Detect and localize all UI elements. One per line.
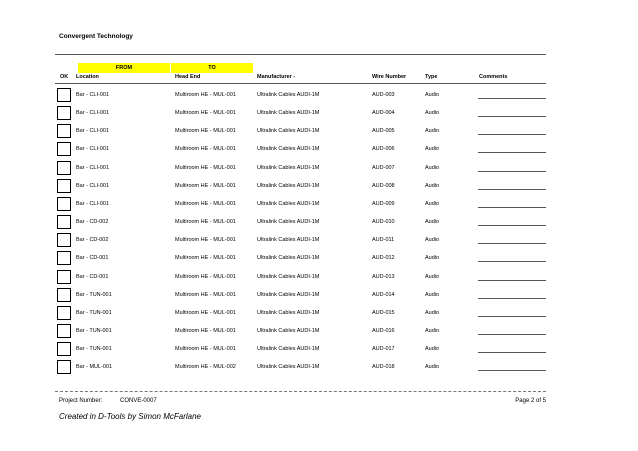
location-cell: Bar - CD-002 <box>76 219 109 226</box>
table-row <box>0 251 638 267</box>
column-header-divider <box>55 83 546 84</box>
comments-line[interactable] <box>478 134 546 135</box>
table-row <box>0 215 638 231</box>
head-end-cell: Multiroom HE - MUL-001 <box>175 92 236 98</box>
head-end-cell: Multiroom HE - MUL-001 <box>175 309 236 316</box>
ok-checkbox[interactable] <box>57 270 71 284</box>
head-end-cell: Multiroom HE - MUL-001 <box>175 219 236 226</box>
type-cell: Audio <box>425 346 440 353</box>
location-cell: Bar - TUN-001 <box>76 327 112 334</box>
col-header-comments: Comments <box>479 74 508 80</box>
project-number-label: Project Number: <box>59 398 103 404</box>
wire-number-cell: AUD-008 <box>372 182 395 189</box>
head-end-cell: Multiroom HE - MUL-001 <box>175 255 236 262</box>
type-cell: Audio <box>425 146 440 153</box>
ok-checkbox[interactable] <box>57 306 71 320</box>
table-row <box>0 270 638 286</box>
table-row <box>0 197 638 213</box>
from-highlight: FROM <box>78 63 170 73</box>
wire-number-cell: AUD-003 <box>372 92 395 98</box>
location-cell: Bar - TUN-001 <box>76 346 112 353</box>
manufacturer-cell: Ultralink Cables AUDI-1M <box>257 309 320 316</box>
wire-number-cell: AUD-009 <box>372 200 395 207</box>
ok-checkbox[interactable] <box>57 233 71 247</box>
wire-number-cell: AUD-015 <box>372 309 395 316</box>
ok-checkbox[interactable] <box>57 124 71 138</box>
wire-number-cell: AUD-005 <box>372 128 395 135</box>
type-cell: Audio <box>425 110 440 117</box>
company-name: Convergent Technology <box>59 33 133 40</box>
head-end-cell: Multiroom HE - MUL-001 <box>175 273 236 280</box>
head-end-cell: Multiroom HE - MUL-001 <box>175 237 236 244</box>
table-row <box>0 142 638 158</box>
type-cell: Audio <box>425 164 440 171</box>
table-row <box>0 88 638 104</box>
manufacturer-cell: Ultralink Cables AUDI-1M <box>257 182 320 189</box>
page-indicator: Page 2 of 5 <box>515 398 546 404</box>
wire-number-cell: AUD-006 <box>372 146 395 153</box>
location-cell: Bar - CLI-001 <box>76 110 110 117</box>
location-cell: Bar - CLI-001 <box>76 164 110 171</box>
ok-checkbox[interactable] <box>57 142 71 156</box>
wire-number-cell: AUD-010 <box>372 219 395 226</box>
comments-line[interactable] <box>478 352 546 353</box>
type-cell: Audio <box>425 309 440 316</box>
ok-checkbox[interactable] <box>57 88 71 102</box>
col-header-location: Location <box>76 74 99 80</box>
manufacturer-cell: Ultralink Cables AUDI-1M <box>257 327 320 334</box>
comments-line[interactable] <box>478 116 546 117</box>
manufacturer-cell: Ultralink Cables AUDI-1M <box>257 273 320 280</box>
wire-number-cell: AUD-004 <box>372 110 395 117</box>
head-end-cell: Multiroom HE - MUL-002 <box>175 364 236 371</box>
credit-line: Created in D-Tools by Simon McFarlane <box>59 412 201 421</box>
manufacturer-cell: Ultralink Cables AUDI-1M <box>257 164 320 171</box>
table-row <box>0 161 638 177</box>
project-number-value: CONVE-0007 <box>120 398 157 404</box>
comments-line[interactable] <box>478 152 546 153</box>
ok-checkbox[interactable] <box>57 106 71 120</box>
type-cell: Audio <box>425 92 440 98</box>
manufacturer-cell: Ultralink Cables AUDI-1M <box>257 219 320 226</box>
table-row <box>0 342 638 358</box>
wire-number-cell: AUD-018 <box>372 364 395 371</box>
type-cell: Audio <box>425 327 440 334</box>
ok-checkbox[interactable] <box>57 179 71 193</box>
head-end-cell: Multiroom HE - MUL-001 <box>175 164 236 171</box>
comments-line[interactable] <box>478 98 546 99</box>
location-cell: Bar - CD-001 <box>76 255 109 262</box>
ok-checkbox[interactable] <box>57 288 71 302</box>
col-header-manufacturer: Manufacturer - <box>257 74 296 80</box>
table-row <box>0 179 638 195</box>
location-cell: Bar - CD-001 <box>76 273 109 280</box>
manufacturer-cell: Ultralink Cables AUDI-1M <box>257 237 320 244</box>
comments-line[interactable] <box>478 189 546 190</box>
comments-line[interactable] <box>478 261 546 262</box>
ok-checkbox[interactable] <box>57 342 71 356</box>
wire-number-cell: AUD-014 <box>372 291 395 298</box>
location-cell: Bar - CLI-001 <box>76 146 110 153</box>
comments-line[interactable] <box>478 171 546 172</box>
comments-line[interactable] <box>478 225 546 226</box>
location-cell: Bar - CD-002 <box>76 237 109 244</box>
head-end-cell: Multiroom HE - MUL-001 <box>175 146 236 153</box>
table-row <box>0 306 638 322</box>
manufacturer-cell: Ultralink Cables AUDI-1M <box>257 291 320 298</box>
table-row <box>0 124 638 140</box>
comments-line[interactable] <box>478 207 546 208</box>
type-cell: Audio <box>425 273 440 280</box>
table-row <box>0 288 638 304</box>
comments-line[interactable] <box>478 298 546 299</box>
location-cell: Bar - MUL-001 <box>76 364 113 371</box>
head-end-cell: Multiroom HE - MUL-001 <box>175 200 236 207</box>
wire-number-cell: AUD-013 <box>372 273 395 280</box>
type-cell: Audio <box>425 255 440 262</box>
col-header-type: Type <box>425 74 438 80</box>
comments-line[interactable] <box>478 243 546 244</box>
ok-checkbox[interactable] <box>57 197 71 211</box>
manufacturer-cell: Ultralink Cables AUDI-1M <box>257 255 320 262</box>
location-cell: Bar - CLI-001 <box>76 200 110 207</box>
col-header-wire-number: Wire Number <box>372 74 407 80</box>
location-cell: Bar - TUN-001 <box>76 309 112 316</box>
head-end-cell: Multiroom HE - MUL-001 <box>175 128 236 135</box>
head-end-cell: Multiroom HE - MUL-001 <box>175 110 236 117</box>
footer-divider <box>55 391 546 392</box>
ok-checkbox[interactable] <box>57 324 71 338</box>
wire-number-cell: AUD-017 <box>372 346 395 353</box>
wire-number-cell: AUD-016 <box>372 327 395 334</box>
col-header-head-end: Head End <box>175 74 201 80</box>
ok-checkbox[interactable] <box>57 360 71 374</box>
comments-line[interactable] <box>478 316 546 317</box>
table-row <box>0 360 638 376</box>
ok-checkbox[interactable] <box>57 161 71 175</box>
ok-checkbox[interactable] <box>57 251 71 265</box>
wire-number-cell: AUD-012 <box>372 255 395 262</box>
comments-line[interactable] <box>478 370 546 371</box>
type-cell: Audio <box>425 219 440 226</box>
manufacturer-cell: Ultralink Cables AUDI-1M <box>257 364 320 371</box>
ok-checkbox[interactable] <box>57 215 71 229</box>
location-cell: Bar - CLI-001 <box>76 128 110 135</box>
head-end-cell: Multiroom HE - MUL-001 <box>175 182 236 189</box>
manufacturer-cell: Ultralink Cables AUDI-1M <box>257 128 320 135</box>
manufacturer-cell: Ultralink Cables AUDI-1M <box>257 146 320 153</box>
type-cell: Audio <box>425 182 440 189</box>
manufacturer-cell: Ultralink Cables AUDI-1M <box>257 110 320 117</box>
comments-line[interactable] <box>478 334 546 335</box>
type-cell: Audio <box>425 237 440 244</box>
type-cell: Audio <box>425 364 440 371</box>
to-highlight: TO <box>171 63 253 73</box>
col-header-ok: OK <box>60 74 69 80</box>
head-end-cell: Multiroom HE - MUL-001 <box>175 327 236 334</box>
location-cell: Bar - TUN-001 <box>76 291 112 298</box>
table-row <box>0 106 638 122</box>
header-divider <box>55 54 546 55</box>
location-cell: Bar - CLI-001 <box>76 92 110 98</box>
type-cell: Audio <box>425 291 440 298</box>
manufacturer-cell: Ultralink Cables AUDI-1M <box>257 92 320 98</box>
head-end-cell: Multiroom HE - MUL-001 <box>175 291 236 298</box>
table-row <box>0 233 638 249</box>
table-row <box>0 324 638 340</box>
location-cell: Bar - CLI-001 <box>76 182 110 189</box>
type-cell: Audio <box>425 200 440 207</box>
type-cell: Audio <box>425 128 440 135</box>
wire-number-cell: AUD-011 <box>372 237 395 244</box>
manufacturer-cell: Ultralink Cables AUDI-1M <box>257 346 320 353</box>
comments-line[interactable] <box>478 280 546 281</box>
wire-number-cell: AUD-007 <box>372 164 395 171</box>
head-end-cell: Multiroom HE - MUL-001 <box>175 346 236 353</box>
manufacturer-cell: Ultralink Cables AUDI-1M <box>257 200 320 207</box>
